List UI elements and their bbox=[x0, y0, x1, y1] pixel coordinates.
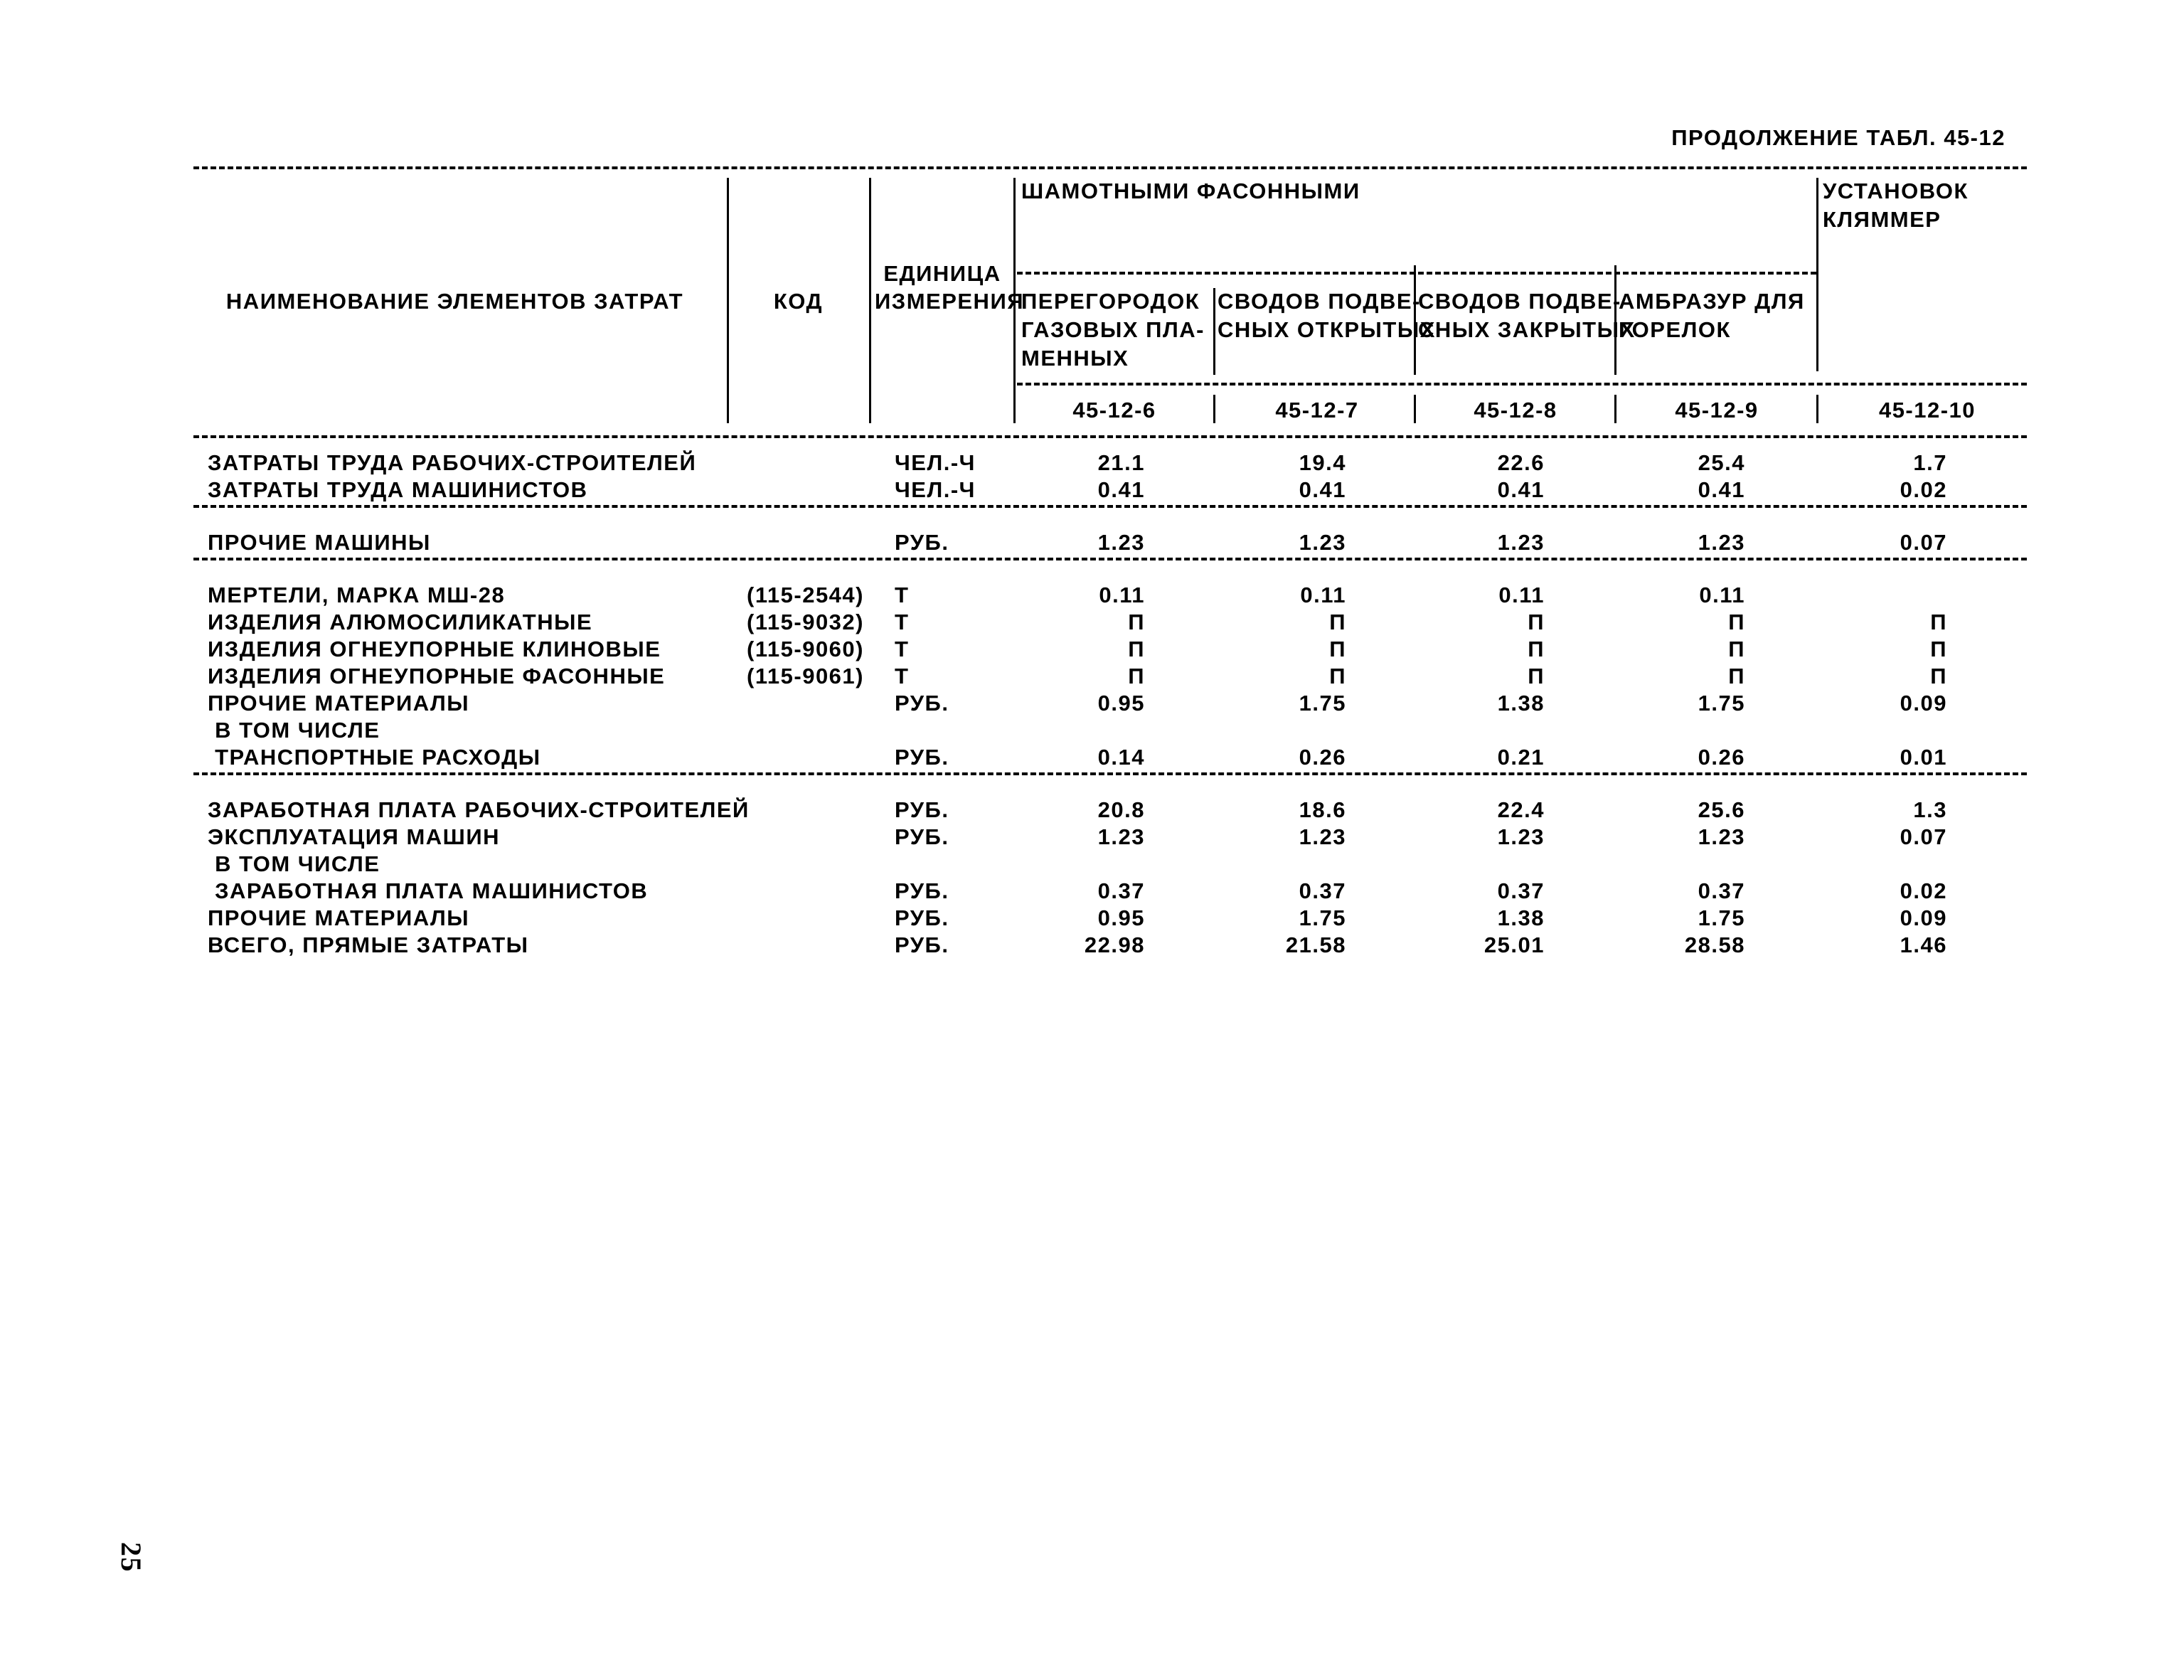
table-row-name: МЕРТЕЛИ, МАРКА МШ-28 bbox=[208, 583, 506, 607]
section-rule bbox=[193, 558, 2027, 560]
table-row-code: (115-2544) bbox=[747, 583, 864, 607]
table-caption: ПРОДОЛЖЕНИЕ ТАБЛ. 45-12 bbox=[1671, 125, 2005, 150]
table-row-unit: РУБ. bbox=[895, 797, 949, 822]
header-subcolumn-label: МЕННЫХ bbox=[1021, 346, 1129, 371]
header-subcolumn-label: СВОДОВ ПОДВЕ- bbox=[1418, 289, 1621, 314]
table-row-unit: РУБ. bbox=[895, 824, 949, 849]
table-row-value: 1.23 bbox=[1097, 530, 1145, 555]
table-row-value: П bbox=[1930, 637, 1947, 661]
table-row-value: 0.21 bbox=[1497, 745, 1545, 770]
table-row-value: 0.37 bbox=[1497, 878, 1545, 903]
header-rate-code: 45-12-9 bbox=[1675, 398, 1759, 422]
table-row-name: ПРОЧИЕ МАТЕРИАЛЫ bbox=[208, 691, 470, 716]
table-row-value: 0.07 bbox=[1900, 824, 1947, 849]
table-row-value: 1.3 bbox=[1913, 797, 1947, 822]
table-row-value: 28.58 bbox=[1684, 932, 1745, 957]
table-row-unit: РУБ. bbox=[895, 905, 949, 930]
table-row-value: 0.01 bbox=[1900, 745, 1947, 770]
table-row-value: 1.23 bbox=[1497, 530, 1545, 555]
table-row-unit: Т bbox=[895, 664, 910, 689]
header-subcolumn-label: СВОДОВ ПОДВЕ- bbox=[1218, 289, 1421, 314]
table-row-value: 0.41 bbox=[1497, 477, 1545, 502]
table-row-value: 0.09 bbox=[1900, 905, 1947, 930]
table-row-unit: РУБ. bbox=[895, 932, 949, 957]
section-rule bbox=[193, 772, 2027, 775]
header-unit-column: ИЗМЕРЕНИЯ bbox=[875, 289, 1025, 314]
table-row-value: П bbox=[1528, 664, 1545, 689]
table-row-value: 21.58 bbox=[1285, 932, 1346, 957]
table-row-unit: ЧЕЛ.-Ч bbox=[895, 450, 976, 475]
table-row-value: 19.4 bbox=[1299, 450, 1346, 475]
table-row-value: 22.98 bbox=[1084, 932, 1145, 957]
table-row-value: П bbox=[1329, 610, 1346, 634]
table-row-name: ЗАТРАТЫ ТРУДА РАБОЧИХ-СТРОИТЕЛЕЙ bbox=[208, 450, 697, 475]
table-row-name: ИЗДЕЛИЯ ОГНЕУПОРНЫЕ КЛИНОВЫЕ bbox=[208, 637, 661, 661]
table-row-value: П bbox=[1128, 610, 1145, 634]
table-row-name: В ТОМ ЧИСЛЕ bbox=[208, 718, 380, 743]
table-row-name: ПРОЧИЕ МАШИНЫ bbox=[208, 530, 431, 555]
table-row-value: П bbox=[1329, 664, 1346, 689]
column-divider bbox=[1816, 178, 1818, 371]
table-row-name: ЗАРАБОТНАЯ ПЛАТА МАШИНИСТОВ bbox=[208, 878, 649, 903]
table-row-value: 1.75 bbox=[1299, 905, 1346, 930]
table-row-value: 20.8 bbox=[1097, 797, 1145, 822]
header-code-column: КОД bbox=[773, 289, 824, 314]
table-row-value: П bbox=[1728, 610, 1745, 634]
header-subcolumn-label: ГАЗОВЫХ ПЛА- bbox=[1021, 317, 1205, 342]
table-row-value: 0.26 bbox=[1698, 745, 1745, 770]
table-row-value: П bbox=[1128, 637, 1145, 661]
table-row-value: 1.23 bbox=[1299, 530, 1346, 555]
table-row-value: 22.6 bbox=[1497, 450, 1545, 475]
table-row-value: П bbox=[1930, 610, 1947, 634]
table-row-value: 0.41 bbox=[1698, 477, 1745, 502]
table-row-value: 1.23 bbox=[1497, 824, 1545, 849]
table-row-value: 21.1 bbox=[1097, 450, 1145, 475]
table-row-value: 0.02 bbox=[1900, 477, 1947, 502]
table-row-unit: Т bbox=[895, 610, 910, 634]
table-row-name: ВСЕГО, ПРЯМЫЕ ЗАТРАТЫ bbox=[208, 932, 529, 957]
header-code-rule bbox=[1017, 383, 2027, 386]
header-unit-column: ЕДИНИЦА bbox=[883, 261, 1001, 286]
table-row-value: 0.41 bbox=[1299, 477, 1346, 502]
table-row-value: 0.14 bbox=[1097, 745, 1145, 770]
header-rate-code: 45-12-7 bbox=[1275, 398, 1359, 422]
table-row-name: ИЗДЕЛИЯ АЛЮМОСИЛИКАТНЫЕ bbox=[208, 610, 593, 634]
table-row-name: ИЗДЕЛИЯ ОГНЕУПОРНЫЕ ФАСОННЫЕ bbox=[208, 664, 666, 689]
table-row-value: П bbox=[1528, 637, 1545, 661]
table-row-value: 0.02 bbox=[1900, 878, 1947, 903]
table-row-value: П bbox=[1329, 637, 1346, 661]
table-row-value: 1.38 bbox=[1497, 905, 1545, 930]
table-row-value: 1.75 bbox=[1698, 905, 1745, 930]
header-subcolumn-label: СНЫХ ЗАКРЫТЫХ bbox=[1418, 317, 1636, 342]
table-row-value: П bbox=[1528, 610, 1545, 634]
table-row-unit: Т bbox=[895, 637, 910, 661]
table-row-value: 0.37 bbox=[1097, 878, 1145, 903]
header-subcolumn-label: СНЫХ ОТКРЫТЫХ bbox=[1218, 317, 1436, 342]
header-last-column: КЛЯММЕР bbox=[1823, 207, 1941, 232]
table-row-name: ТРАНСПОРТНЫЕ РАСХОДЫ bbox=[208, 745, 541, 770]
header-rate-code: 45-12-10 bbox=[1878, 398, 1976, 422]
table-row-name: ЗАТРАТЫ ТРУДА МАШИНИСТОВ bbox=[208, 477, 588, 502]
table-row-value: 1.23 bbox=[1097, 824, 1145, 849]
table-row-value: 0.95 bbox=[1097, 905, 1145, 930]
table-row-unit: РУБ. bbox=[895, 745, 949, 770]
table-row-value: 0.11 bbox=[1300, 583, 1346, 607]
header-subcolumn-label: АМБРАЗУР ДЛЯ bbox=[1619, 289, 1805, 314]
table-row-value: 0.11 bbox=[1498, 583, 1545, 607]
table-row-code: (115-9060) bbox=[747, 637, 864, 661]
header-subcolumn-label: ПЕРЕГОРОДОК bbox=[1021, 289, 1200, 314]
table-row-value: 25.01 bbox=[1483, 932, 1545, 957]
column-divider bbox=[869, 178, 871, 423]
table-row-name: В ТОМ ЧИСЛЕ bbox=[208, 851, 380, 876]
table-row-value: 1.75 bbox=[1299, 691, 1346, 716]
table-row-unit: РУБ. bbox=[895, 878, 949, 903]
table-row-value: 0.37 bbox=[1299, 878, 1346, 903]
table-row-value: П bbox=[1728, 664, 1745, 689]
header-bottom-rule bbox=[193, 435, 2027, 438]
table-row-value: 0.11 bbox=[1099, 583, 1145, 607]
table-row-unit: РУБ. bbox=[895, 691, 949, 716]
table-row-value: 1.23 bbox=[1299, 824, 1346, 849]
table-row-value: 25.6 bbox=[1698, 797, 1745, 822]
table-row-value: 0.09 bbox=[1900, 691, 1947, 716]
table-row-value: 22.4 bbox=[1497, 797, 1545, 822]
table-row-value: 18.6 bbox=[1299, 797, 1346, 822]
header-top-rule bbox=[193, 166, 2027, 169]
header-group-label: ШАМОТНЫМИ ФАСОННЫМИ bbox=[1021, 179, 1360, 203]
table-row-value: 0.07 bbox=[1900, 530, 1947, 555]
table-row-unit: Т bbox=[895, 583, 910, 607]
table-row-value: 0.41 bbox=[1097, 477, 1145, 502]
header-rate-code: 45-12-8 bbox=[1474, 398, 1557, 422]
table-row-value: 1.23 bbox=[1698, 530, 1745, 555]
table-row-value: П bbox=[1128, 664, 1145, 689]
table-row-value: 0.11 bbox=[1699, 583, 1745, 607]
table-row-value: 25.4 bbox=[1698, 450, 1745, 475]
table-row-value: 1.23 bbox=[1698, 824, 1745, 849]
column-divider bbox=[1816, 395, 1818, 423]
table-row-name: ЭКСПЛУАТАЦИЯ МАШИН bbox=[208, 824, 501, 849]
header-subcolumn-label: ГОРЕЛОК bbox=[1619, 317, 1731, 342]
table-row-value: 0.26 bbox=[1299, 745, 1346, 770]
table-row-value: 0.95 bbox=[1097, 691, 1145, 716]
table-row-value: 1.38 bbox=[1497, 691, 1545, 716]
page-number: 25 bbox=[115, 1542, 147, 1573]
table-row-value: 1.7 bbox=[1913, 450, 1947, 475]
header-last-column: УСТАНОВОК bbox=[1823, 179, 1969, 203]
column-divider bbox=[727, 178, 729, 423]
section-rule bbox=[193, 505, 2027, 508]
header-group-rule bbox=[1017, 272, 1816, 275]
column-divider bbox=[1213, 288, 1215, 375]
table-row-unit: ЧЕЛ.-Ч bbox=[895, 477, 976, 502]
table-row-name: ЗАРАБОТНАЯ ПЛАТА РАБОЧИХ-СТРОИТЕЛЕЙ bbox=[208, 797, 750, 822]
table-row-value: 1.46 bbox=[1900, 932, 1947, 957]
header-rate-code: 45-12-6 bbox=[1072, 398, 1156, 422]
table-row-value: 1.75 bbox=[1698, 691, 1745, 716]
table-row-value: П bbox=[1930, 664, 1947, 689]
table-row-code: (115-9061) bbox=[747, 664, 864, 689]
table-row-value: П bbox=[1728, 637, 1745, 661]
table-row-name: ПРОЧИЕ МАТЕРИАЛЫ bbox=[208, 905, 470, 930]
table-row-value: 0.37 bbox=[1698, 878, 1745, 903]
table-row-unit: РУБ. bbox=[895, 530, 949, 555]
header-name-column: НАИМЕНОВАНИЕ ЭЛЕМЕНТОВ ЗАТРАТ bbox=[225, 289, 684, 314]
table-row-code: (115-9032) bbox=[747, 610, 864, 634]
